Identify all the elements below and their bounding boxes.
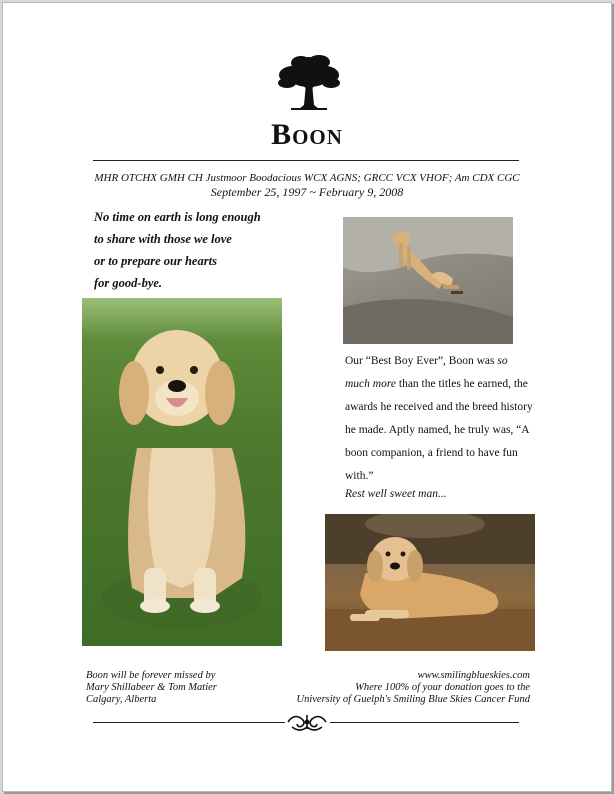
story-part1: Our “Best Boy Ever”, Boon was: [345, 355, 498, 367]
footer-right-line: Where 100% of your donation goes to the: [355, 682, 530, 693]
footer-left: [86, 670, 217, 706]
poem-line: for good-bye.: [94, 276, 163, 290]
life-dates: September 25, 1997 ~ February 9, 2008: [210, 185, 404, 199]
website-link[interactable]: www.smilingblueskies.com: [417, 670, 530, 681]
dog-portrait-photo: [82, 298, 282, 646]
bottom-divider-right: [330, 722, 519, 723]
page-title: Boon: [271, 118, 343, 151]
bottom-divider-left: [93, 722, 285, 723]
dog-lying-photo: [325, 514, 535, 651]
story-paragraph: [345, 350, 535, 488]
dog-titles: MHR OTCHX GMH CH Justmoor Boodacious WCX AGNS; GRCC VCX VHOF; Am CDX CGC: [94, 172, 520, 184]
footer-right-line: University of Guelph's Smiling Blue Skies Cancer Fund: [296, 694, 530, 705]
story-emphasis: so much more: [345, 355, 508, 390]
top-divider: [93, 160, 519, 161]
poem: [94, 206, 314, 294]
story-part2: than the titles he earned, the awards he received and the breed history he made. Aptly named, he truly was, “A boon companion, a friend to have fun with.”: [345, 378, 533, 482]
rest-well-line: Rest well sweet man...: [345, 488, 447, 500]
poem-line: to share with those we love: [94, 232, 232, 246]
footer-right: [297, 670, 531, 706]
footer-left-line: Mary Shillabeer & Tom Matier: [86, 682, 217, 693]
poem-line: or to prepare our hearts: [94, 254, 217, 268]
dog-stretching-photo: [343, 217, 513, 344]
tree-icon: [277, 53, 341, 111]
footer-left-line: Calgary, Alberta: [86, 694, 157, 705]
poem-line: No time on earth is long enough: [94, 210, 261, 224]
flourish-ornament-icon: [284, 711, 330, 733]
footer-left-line: Boon will be forever missed by: [86, 670, 216, 681]
